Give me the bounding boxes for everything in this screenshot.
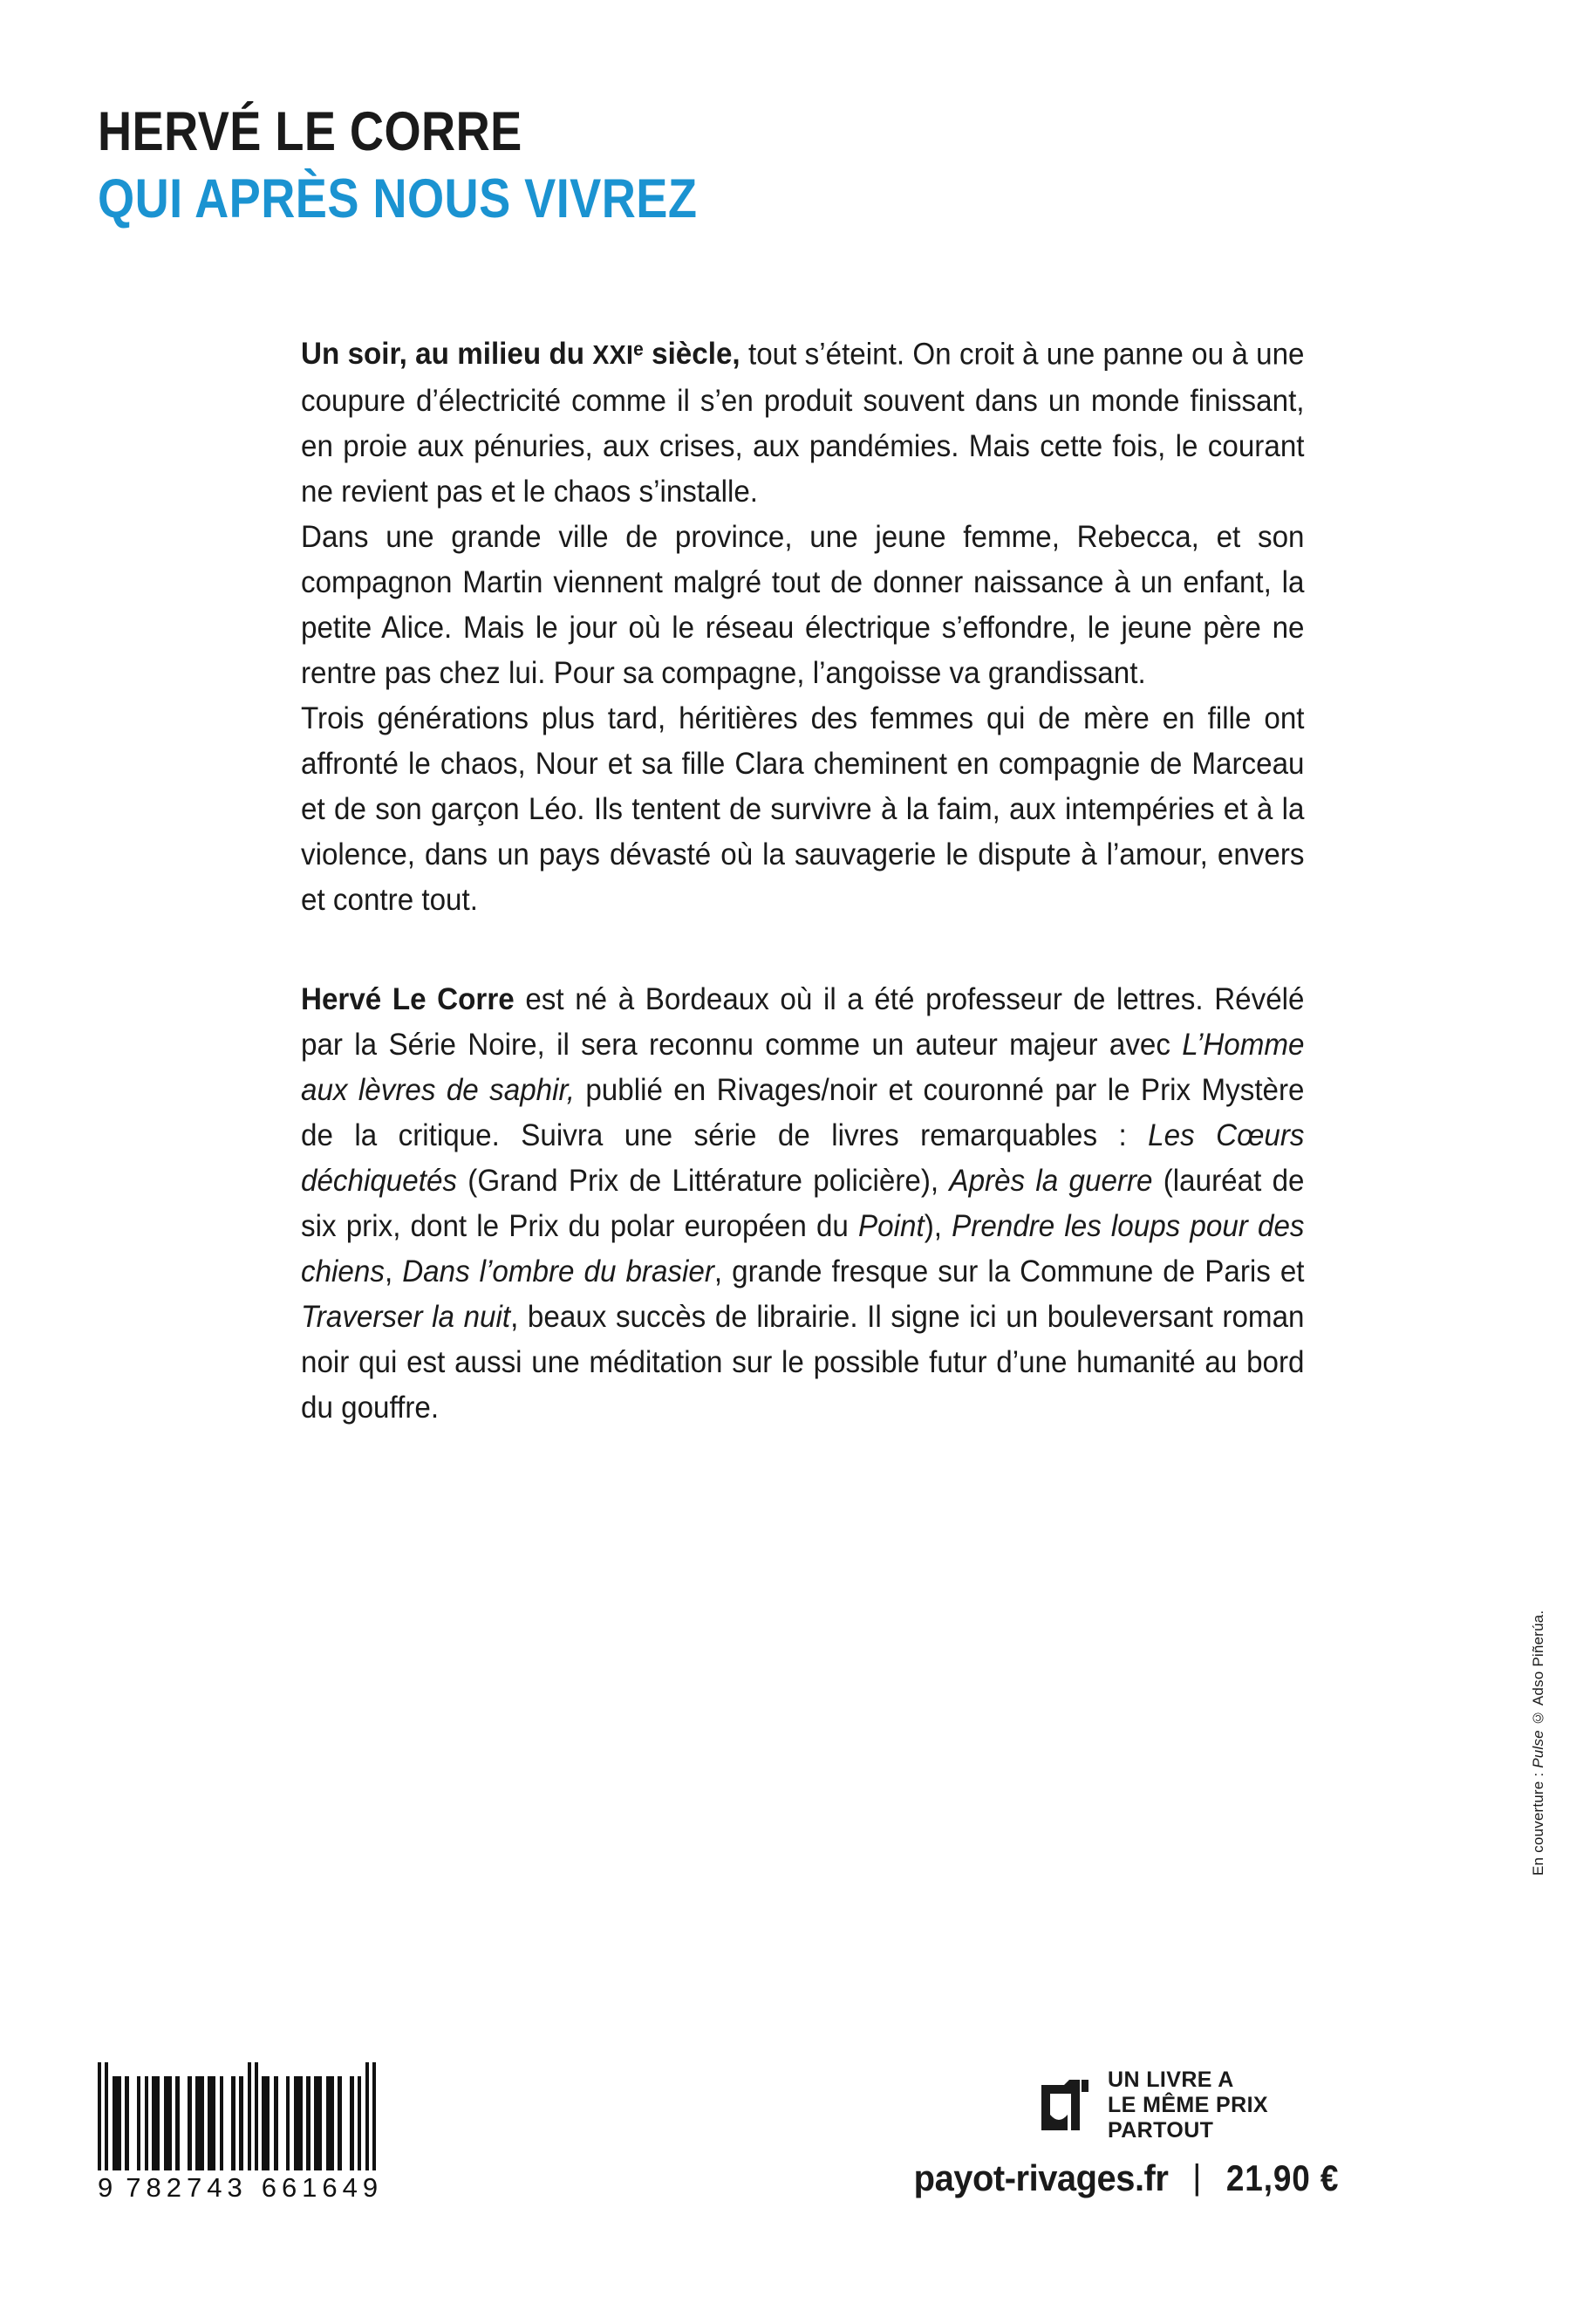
bio-work-title-7: Traverser la nuit (301, 1299, 511, 1335)
barcode-bars (98, 2076, 377, 2170)
bio-segment-5: ), (924, 1208, 952, 1244)
logo-line-1: UN LIVRE A (1108, 2068, 1234, 2092)
bio-segment-8: , beaux succès de librairie. Il signe ici un bouleversant roman noir qui est aussi une méditation sur le possible futur d’une humanité au bord du gouffre. (301, 1299, 1305, 1425)
bio-segment-4: (lauréat de six prix, dont le Prix du polar européen du (301, 1163, 1305, 1244)
cover-header (98, 101, 1232, 229)
barcode-lead-digit: 9 (98, 2172, 114, 2203)
credit-artwork-title: Pulse (1530, 1730, 1546, 1768)
fixed-price-logo-text (1108, 2068, 1268, 2143)
credit-prefix: En couverture : (1530, 1767, 1546, 1876)
lead-in-century-numeral: XXI (592, 340, 634, 371)
bio-segment-3: (Grand Prix de Littérature policière), (457, 1163, 950, 1199)
bio-work-title-1: L’Homme aux lèvres de saphir, (301, 1027, 1305, 1108)
price-label: 21,90 € (1225, 2157, 1340, 2198)
isbn-barcode (98, 2076, 384, 2204)
blurb-paragraph-1 (301, 327, 1305, 514)
blurb-paragraph-3: Trois générations plus tard, héritières des femmes qui de mère en fille ont affronté le chaos, Nour et sa fille Clara cheminent en compagnie de Marceau et de son garçon Léo. Ils tentent de survivre à la faim, aux intempéries et à la violence, dans un pays dévasté où la sauvagerie le dispute à l’amour, envers et contre tout. (301, 701, 1305, 918)
cover-footer (0, 2068, 1590, 2259)
lead-in-pre: Un soir, au milieu du (301, 336, 593, 372)
bio-segment-2: publié en Rivages/noir et couronné par le Prix Mystère de la critique. Suivra une série de livres remarquables : (301, 1072, 1305, 1153)
barcode-group-2: 661649 (261, 2172, 384, 2203)
bio-segment-1: est né à Bordeaux où il a été professeur de lettres. Révélé par la Série Noire, il sera reconnu comme un auteur majeur avec (301, 981, 1305, 1063)
logo-line-2: LE MÊME PRIX (1108, 2093, 1268, 2117)
bio-work-title-5: Prendre les loups pour des chiens (301, 1208, 1305, 1289)
publisher-website[interactable]: payot-rivages.fr (913, 2157, 1169, 2198)
bio-segment-7: , grande fresque sur la Commune de Paris et (713, 1254, 1305, 1289)
barcode-digits (98, 2172, 384, 2204)
barcode-group-1: 782743 (126, 2172, 248, 2203)
blurb-paragraph-2: Dans une grande ville de province, une jeune femme, Rebecca, et son compagnon Martin viennent malgré tout de donner naissance à un enfant, la petite Alice. Mais le jour où le réseau électrique s’effondre, le jeune père ne rentre pas chez lui. Pour sa compagne, l’angoisse va grandissant. (301, 519, 1305, 691)
lead-in-post: siècle, (643, 336, 740, 372)
bio-segment-6: , (384, 1254, 403, 1289)
bio-work-title-3: Après la guerre (949, 1163, 1153, 1199)
lead-in-ordinal-suffix: e (633, 338, 644, 360)
publisher-separator: | (1192, 2158, 1201, 2197)
author-bio-paragraph (301, 976, 1305, 1430)
blurb-section (301, 327, 1304, 922)
cover-copy-column (301, 327, 1304, 1430)
cover-image-credit (1531, 1610, 1546, 1876)
author-bio-section (301, 976, 1304, 1430)
publisher-cluster (907, 2068, 1500, 2199)
bio-work-title-6: Dans l’ombre du brasier (402, 1254, 714, 1289)
fixed-price-logo (1038, 2068, 1500, 2143)
blurb-paragraph-1-rest: tout s’éteint. On croit à une panne ou à une coupure d’électricité comme il s’en produit souvent dans un monde finissant, en proie aux pénuries, aux crises, aux pandémies. Mais cette fois, le courant ne revient pas et le chaos s’installe. (301, 336, 1305, 509)
author-name: HERVÉ LE CORRE (98, 101, 522, 162)
bio-work-title-2: Les Cœurs déchiquetés (301, 1118, 1305, 1199)
bio-work-title-4: Point (858, 1208, 925, 1244)
blurb-lead-in (301, 336, 740, 371)
bio-author-name: Hervé Le Corre (301, 981, 515, 1017)
credit-suffix: © Adso Piñerúa. (1530, 1610, 1546, 1731)
book-price-logo-icon (1038, 2076, 1092, 2136)
book-title: QUI APRÈS NOUS VIVREZ (98, 168, 698, 229)
publisher-line (907, 2157, 1500, 2199)
logo-line-3: PARTOUT (1108, 2118, 1214, 2143)
